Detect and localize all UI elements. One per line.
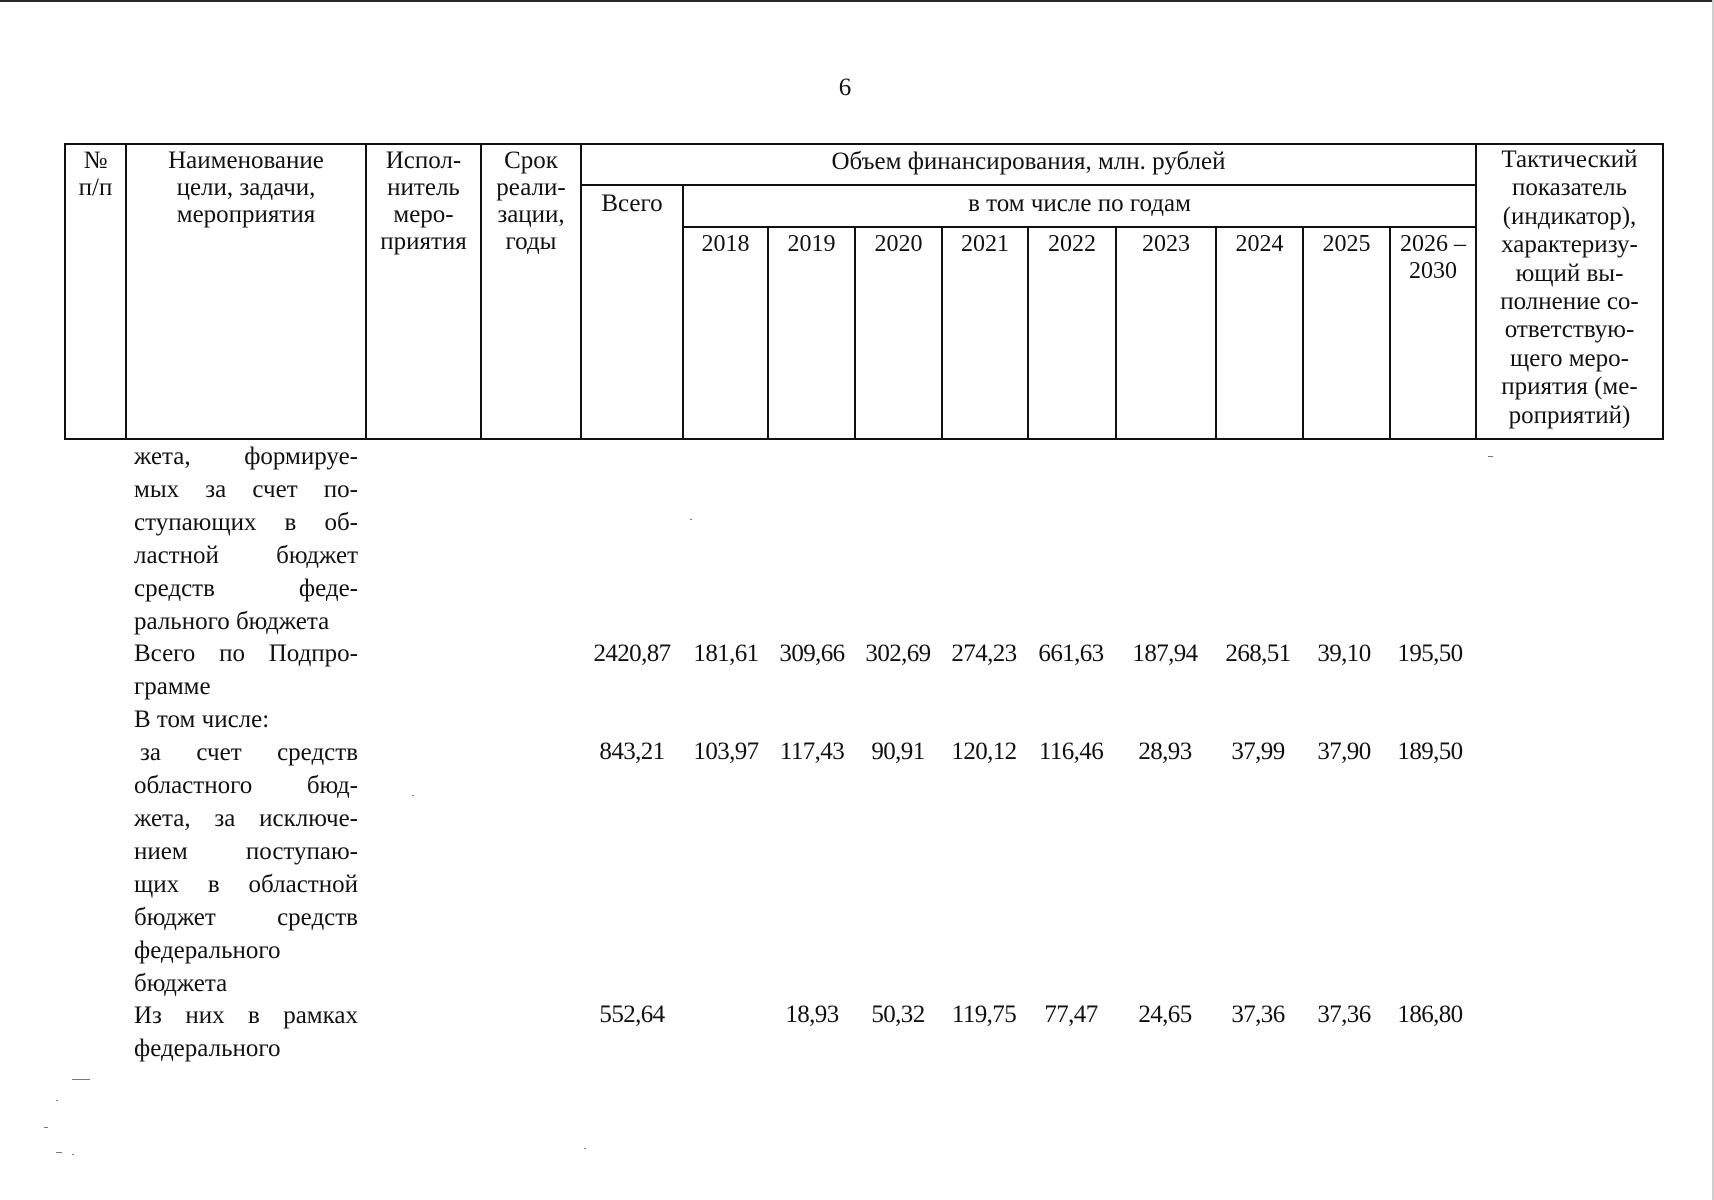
scan-speck xyxy=(584,1148,586,1149)
grid-line xyxy=(682,226,1475,228)
value-cell: 274,23 xyxy=(951,640,1017,667)
header-year-2022: 2022 xyxy=(1048,231,1096,257)
scan-speck xyxy=(412,795,414,796)
row-label-including: В том числе: xyxy=(134,706,270,733)
page-number: 6 xyxy=(838,74,852,101)
value-cell: 90,91 xyxy=(871,738,925,765)
value-cell: 309,66 xyxy=(779,640,845,667)
row-label-federal-framework: Из них в рамках федерального xyxy=(134,1002,358,1062)
grid-line xyxy=(1215,226,1217,440)
scan-speck xyxy=(56,1152,62,1153)
header-year-2021: 2021 xyxy=(961,231,1009,257)
value-cell: 37,99 xyxy=(1231,738,1285,765)
value-cell: 189,50 xyxy=(1397,738,1463,765)
header-year-2025: 2025 xyxy=(1322,231,1371,257)
header-year-2026-2030: 2026 – 2030 xyxy=(1400,231,1466,284)
row-label-budget-formed: жета, формируе- мых за счет по- ступающих в об- ластной бюджет средств феде- рального бюджета xyxy=(134,443,358,635)
value-cell: 552,64 xyxy=(599,1001,665,1028)
header-indicator: Тактический показатель (индикатор), характеризу- ющий вы- полнение со- ответствую- щего меро- приятия (ме- роприятий) xyxy=(1500,146,1639,429)
value-cell: 77,47 xyxy=(1044,1001,1098,1028)
value-cell: 39,10 xyxy=(1317,640,1371,667)
header-by-years: в том числе по годам xyxy=(968,190,1191,217)
value-cell: 117,43 xyxy=(779,738,845,765)
value-cell: 103,97 xyxy=(693,738,759,765)
value-cell: 268,51 xyxy=(1225,640,1291,667)
header-year-2020: 2020 xyxy=(874,231,923,257)
header-executor: Испол- нитель меро- приятия xyxy=(380,147,467,255)
value-cell: 181,61 xyxy=(693,640,759,667)
value-cell: 302,69 xyxy=(865,640,931,667)
grid-line xyxy=(854,226,856,440)
value-cell: 37,90 xyxy=(1317,738,1371,765)
header-funding-title: Объем финансирования, млн. рублей xyxy=(831,148,1226,175)
grid-line xyxy=(580,184,1475,186)
grid-line xyxy=(1027,226,1029,440)
value-cell: 186,80 xyxy=(1397,1001,1463,1028)
header-name: Наименование цели, задачи, мероприятия xyxy=(168,147,324,228)
value-cell: 24,65 xyxy=(1138,1001,1192,1028)
value-cell: 120,12 xyxy=(951,738,1017,765)
value-cell: 843,21 xyxy=(599,738,665,765)
header-year-2023: 2023 xyxy=(1142,231,1190,257)
value-cell: 28,93 xyxy=(1138,738,1192,765)
header-year-2019: 2019 xyxy=(787,231,836,257)
scan-speck xyxy=(44,1127,48,1128)
value-cell: 37,36 xyxy=(1317,1001,1371,1028)
grid-line xyxy=(1302,226,1304,440)
scan-speck xyxy=(72,1154,74,1155)
value-cell: 2420,87 xyxy=(593,640,671,667)
row-label-total-subprogram: Всего по Подпро- грамме xyxy=(134,640,358,700)
grid-line xyxy=(1115,226,1117,440)
value-cell: 50,32 xyxy=(871,1001,925,1028)
value-cell: 119,75 xyxy=(951,1001,1017,1028)
value-cell: 187,94 xyxy=(1132,640,1198,667)
scan-speck xyxy=(72,1079,90,1080)
grid-line xyxy=(580,143,582,440)
scan-speck xyxy=(690,519,692,520)
grid-line xyxy=(767,226,769,440)
page-top-edge xyxy=(0,0,1714,2)
header-year-2024: 2024 xyxy=(1235,231,1284,257)
scan-speck xyxy=(56,1100,58,1101)
grid-line xyxy=(941,226,943,440)
header-period: Срок реали- зации, годы xyxy=(496,147,566,255)
grid-line xyxy=(682,184,684,440)
value-cell: 195,50 xyxy=(1397,640,1463,667)
row-label-regional-budget: за счет средств областного бюд- жета, за исключе- нием поступаю- щих в областной бюджет средств федерального бюджета xyxy=(134,739,358,997)
value-cell: 661,63 xyxy=(1038,640,1104,667)
value-cell: 116,46 xyxy=(1038,738,1104,765)
scan-speck xyxy=(1488,456,1493,457)
header-year-2018: 2018 xyxy=(701,231,750,257)
header-total: Всего xyxy=(601,190,663,217)
value-cell: 37,36 xyxy=(1231,1001,1285,1028)
value-cell: 18,93 xyxy=(785,1001,839,1028)
header-num: № п/п xyxy=(78,147,113,201)
